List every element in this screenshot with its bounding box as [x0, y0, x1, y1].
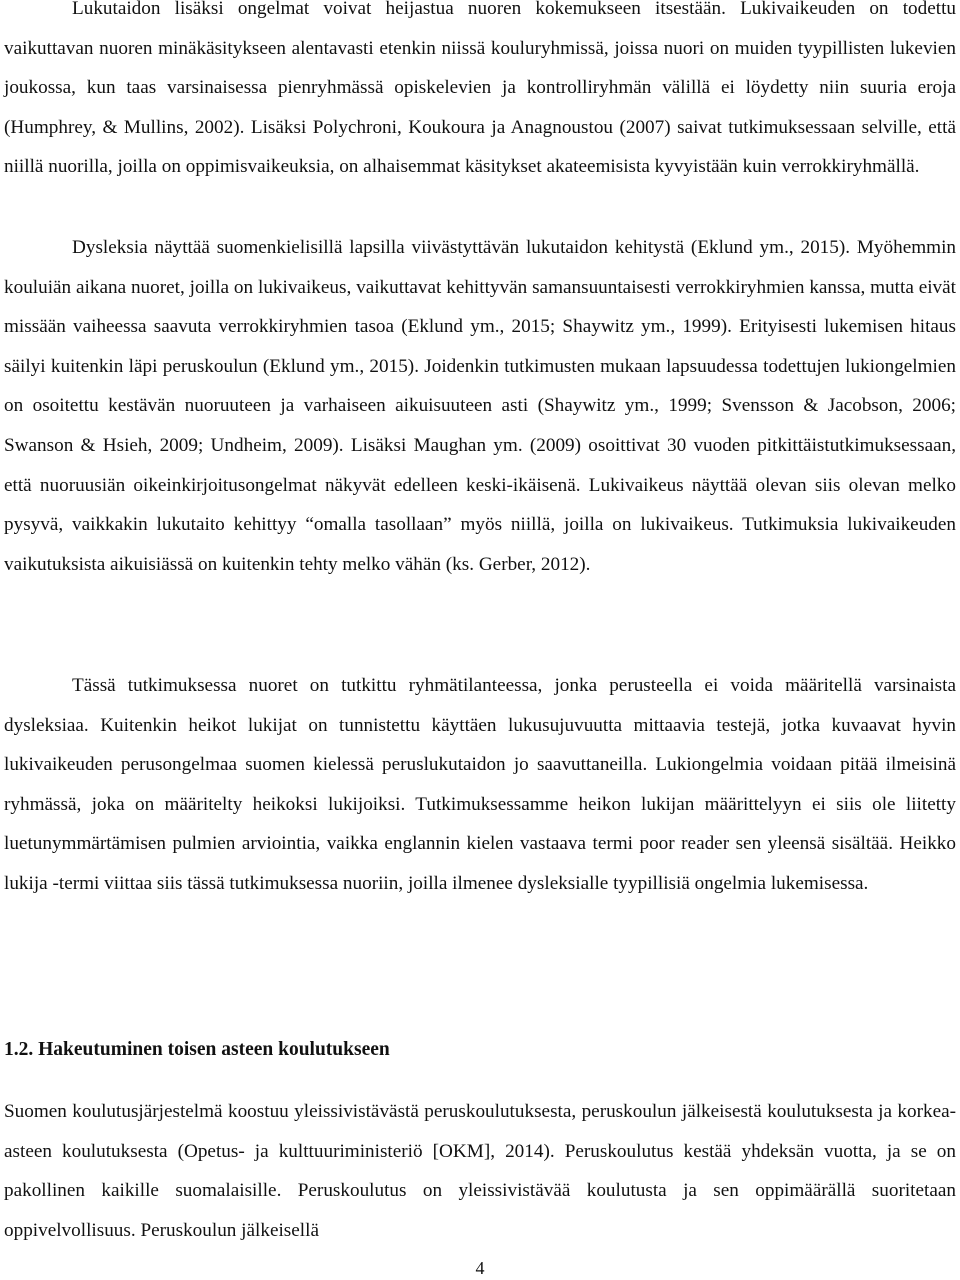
- paragraph-dyslexia-development: Dysleksia näyttää suomenkielisillä lapsilla viivästyttävän lukutaidon kehitystä (Eklund ym., 2015). Myöhemmin kouluiän aikana nuoret, joilla on lukivaikeus, vaikuttavat kehittyvän samansuuntaisesti verrokkiryhmien kanssa, mutta eivät missään vaiheessa saavuta verrokkiryhmien tasoa (Eklund ym., 2015; Shaywitz ym., 1999). Erityisesti lukemisen hitaus säilyi kuitenkin läpi peruskoulun (Eklund ym., 2015). Joidenkin tutkimusten mukaan lapsuudessa todettujen lukiongelmien on osoitettu kestävän nuoruuteen ja varhaiseen aikuisuuteen asti (Shaywitz ym., 1999; Svensson & Jacobson, 2006; Swanson & Hsieh, 2009; Undheim, 2009). Lisäksi Maughan ym. (2009) osoittivat 30 vuoden pitkittäistutkimuksessaan, että nuoruusiän oikeinkirjoitusongelmat näkyvät edelleen keski-ikäisenä. Lukivaikeus näyttää olevan siis olevan melko pysyvä, vaikkakin lukutaito kehittyy “omalla tasollaan” myös niillä, joilla on lukivaikeus. Tutkimuksia lukivaikeuden vaikutuksista aikuisiässä on kuitenkin tehty melko vähän (ks. Gerber, 2012).: [4, 237, 956, 575]
- section-heading: [4, 1030, 390, 1070]
- section-number: 1.2.: [4, 1039, 34, 1060]
- paragraph-study-definition: Tässä tutkimuksessa nuoret on tutkittu ryhmätilanteessa, jonka perusteella ei voida määritellä varsinaista dysleksiaa. Kuitenkin heikot lukijat on tunnistettu käyttäen lukusujuvuutta mittaavia testejä, jotka kuvaavat hyvin lukivaikeuden perusongelmaa suomen kielessä peruslukutaidon jo saavuttaneilla. Lukiongelmia voidaan pitää ilmeisinä ryhmässä, joka on määritelty heikoksi lukijoiksi. Tutkimuksessamme heikon lukijan määrittelyyn ei siis ole liitetty luetunymmärtämisen pulmien arviointia, vaikka englannin kielen vastaava termi poor reader sen yleensä sisältää. Heikko lukija -termi viittaa siis tässä tutkimuksessa nuoriin, joilla ilmenee dysleksialle tyypillisiä ongelmia lukemisessa.: [4, 675, 956, 894]
- section-title: Hakeutuminen toisen asteen koulutukseen: [38, 1039, 390, 1060]
- page-number: 4: [475, 1258, 485, 1278]
- paragraph-education-system: Suomen koulutusjärjestelmä koostuu yleissivistävästä peruskoulutuksesta, peruskoulun jälkeisestä koulutuksesta ja korkea-asteen koulutuksesta (Opetus- ja kulttuuriministeriö [OKM], 2014). Peruskoulutus kestää yhdeksän vuotta, ja se on pakollinen kaikille suomalaisille. Peruskoulutus on yleissivistävää koulutusta ja sen oppimäärällä suoritetaan oppivelvollisuus. Peruskoulun jälkeisellä: [4, 1101, 956, 1241]
- paragraph-self-concept: Lukutaidon lisäksi ongelmat voivat heijastua nuoren kokemukseen itsestään. Lukivaikeuden on todettu vaikuttavan nuoren minäkäsitykseen alentavasti etenkin niissä kouluryhmissä, joissa nuori on muiden tyypillisten lukevien joukossa, kun taas varsinaisessa pienryhmässä opiskelevien ja kontrolliryhmän välillä ei löydetty niin suuria eroja (Humphrey, & Mullins, 2002). Lisäksi Polychroni, Koukoura ja Anagnoustou (2007) saivat tutkimuksessaan selville, että niillä nuorilla, joilla on oppimisvaikeuksia, on alhaisemmat käsitykset akateemisista kyvyistään kuin verrokkiryhmällä.: [4, 0, 956, 178]
